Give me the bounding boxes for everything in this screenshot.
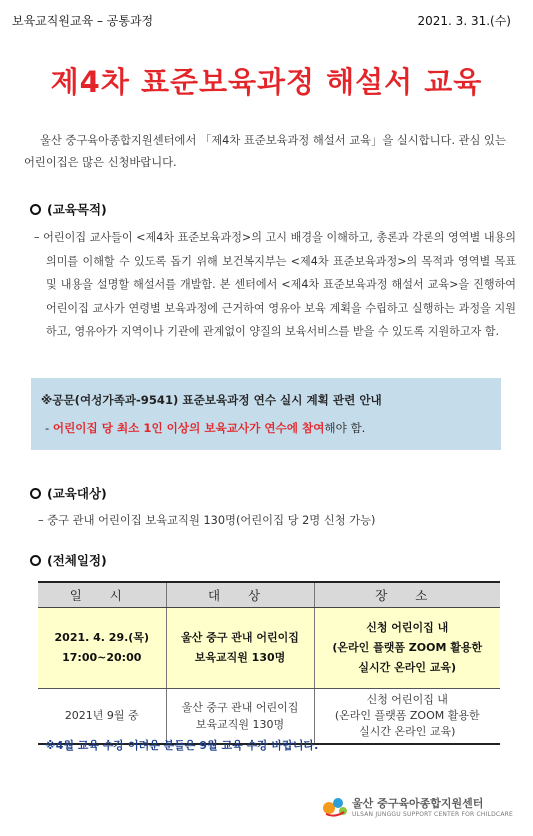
place-line: 실시간 온라인 교육) [359,725,456,738]
place-line: (온라인 플랫폼 ZOOM 활용한 [334,709,480,722]
schedule-heading-label: (전체일정) [47,553,107,568]
place-line: 실시간 온라인 교육) [358,661,457,674]
column-header-place: 장 소 [314,582,500,608]
target-heading [30,484,107,502]
circle-bullet-icon [30,555,41,566]
notice-suffix: 해야 함. [324,421,366,435]
page-title: 제4차 표준보육과정 해설서 교육 [50,65,483,99]
date-line: 2021년 9월 중 [64,709,139,722]
table-row [38,689,500,745]
logo-name: 울산 중구육아종합지원센터 [351,796,484,810]
table-header-row [38,582,500,608]
column-header-target: 대 상 [166,582,314,608]
target-line: 울산 중구 관내 어린이집 [181,631,299,644]
logo-subtitle: ULSAN JUNGGU SUPPORT CENTER FOR CHILDCARE [351,810,513,818]
target-line: 보육교직원 130명 [195,718,285,731]
center-logo [322,794,513,818]
target-line: 울산 중구 관내 어린이집 [181,701,299,714]
intro-paragraph: 울산 중구육아종합지원센터에서 「제4차 표준보육과정 해설서 교육」을 실시합니다. 관심 있는 어린이집은 많은 신청바랍니다. [24,134,506,169]
purpose-heading [30,200,107,218]
date-line: 2021. 4. 29.(목) [54,631,149,644]
notice-box [31,378,501,450]
circle-bullet-icon [30,204,41,215]
target-body: – 중구 관내 어린이집 보육교직원 130명(어린이집 당 2명 신청 가능) [38,514,376,527]
schedule-date-cell [38,689,166,745]
place-line: (온라인 플랫폼 ZOOM 활용한 [332,641,483,654]
column-header-date: 일 시 [38,582,166,608]
target-line: 보육교직원 130명 [194,651,286,664]
schedule-date-cell [38,608,166,689]
document-date: 2021. 3. 31.(수) [417,14,511,28]
schedule-place-cell [314,689,500,745]
notice-title: ※공문(여성가족과-9541) 표준보육과정 연수 실시 계획 관련 안내 [41,393,382,407]
purpose-heading-label: (교육목적) [47,202,107,217]
schedule-heading [30,551,107,569]
purpose-body: – 어린이집 교사들이 <제4차 표준보육과정>의 고시 배경을 이해하고, 총론과 각론의 영역별 내용의 의미를 이해할 수 있도록 돕기 위해 보건복지부는 <제4차 표준보육과정>의 목적과 영역별 목표 및 내용을 설명할 해설서를 개발함. 본 센터에서 <제4차 표준보육과정 해설서 교육>을 진행하여 어린이집 교사가 연령별 보육과정에 근거하여 영유아 보육 계획을 수립하고 실행하는 과정을 지원하고, 영유아가 지역이나 기관에 관계없이 양질의 보육서비스를 받을 수 있도록 지원하고자 함. [34,231,516,338]
schedule-target-cell [166,689,314,745]
target-heading-label: (교육대상) [47,486,107,501]
schedule-target-cell [166,608,314,689]
notice-prefix: - [45,421,53,435]
circle-bullet-icon [30,488,41,499]
schedule-table [38,581,500,745]
time-line: 17:00~20:00 [62,651,142,664]
place-line: 신청 어린이집 내 [366,621,449,634]
document-category: 보육교직원교육 – 공통과정 [12,14,154,28]
schedule-footnote: ※4월 교육 수강 어려운 분들은 9월 교육 수강 바랍니다. [45,739,319,752]
notice-body [45,420,365,436]
table-row [38,608,500,689]
notice-highlight: 어린이집 당 최소 1인 이상의 보육교사가 연수에 참여 [52,421,325,435]
schedule-place-cell [314,608,500,689]
center-logo-icon [322,794,348,818]
place-line: 신청 어린이집 내 [366,693,448,706]
